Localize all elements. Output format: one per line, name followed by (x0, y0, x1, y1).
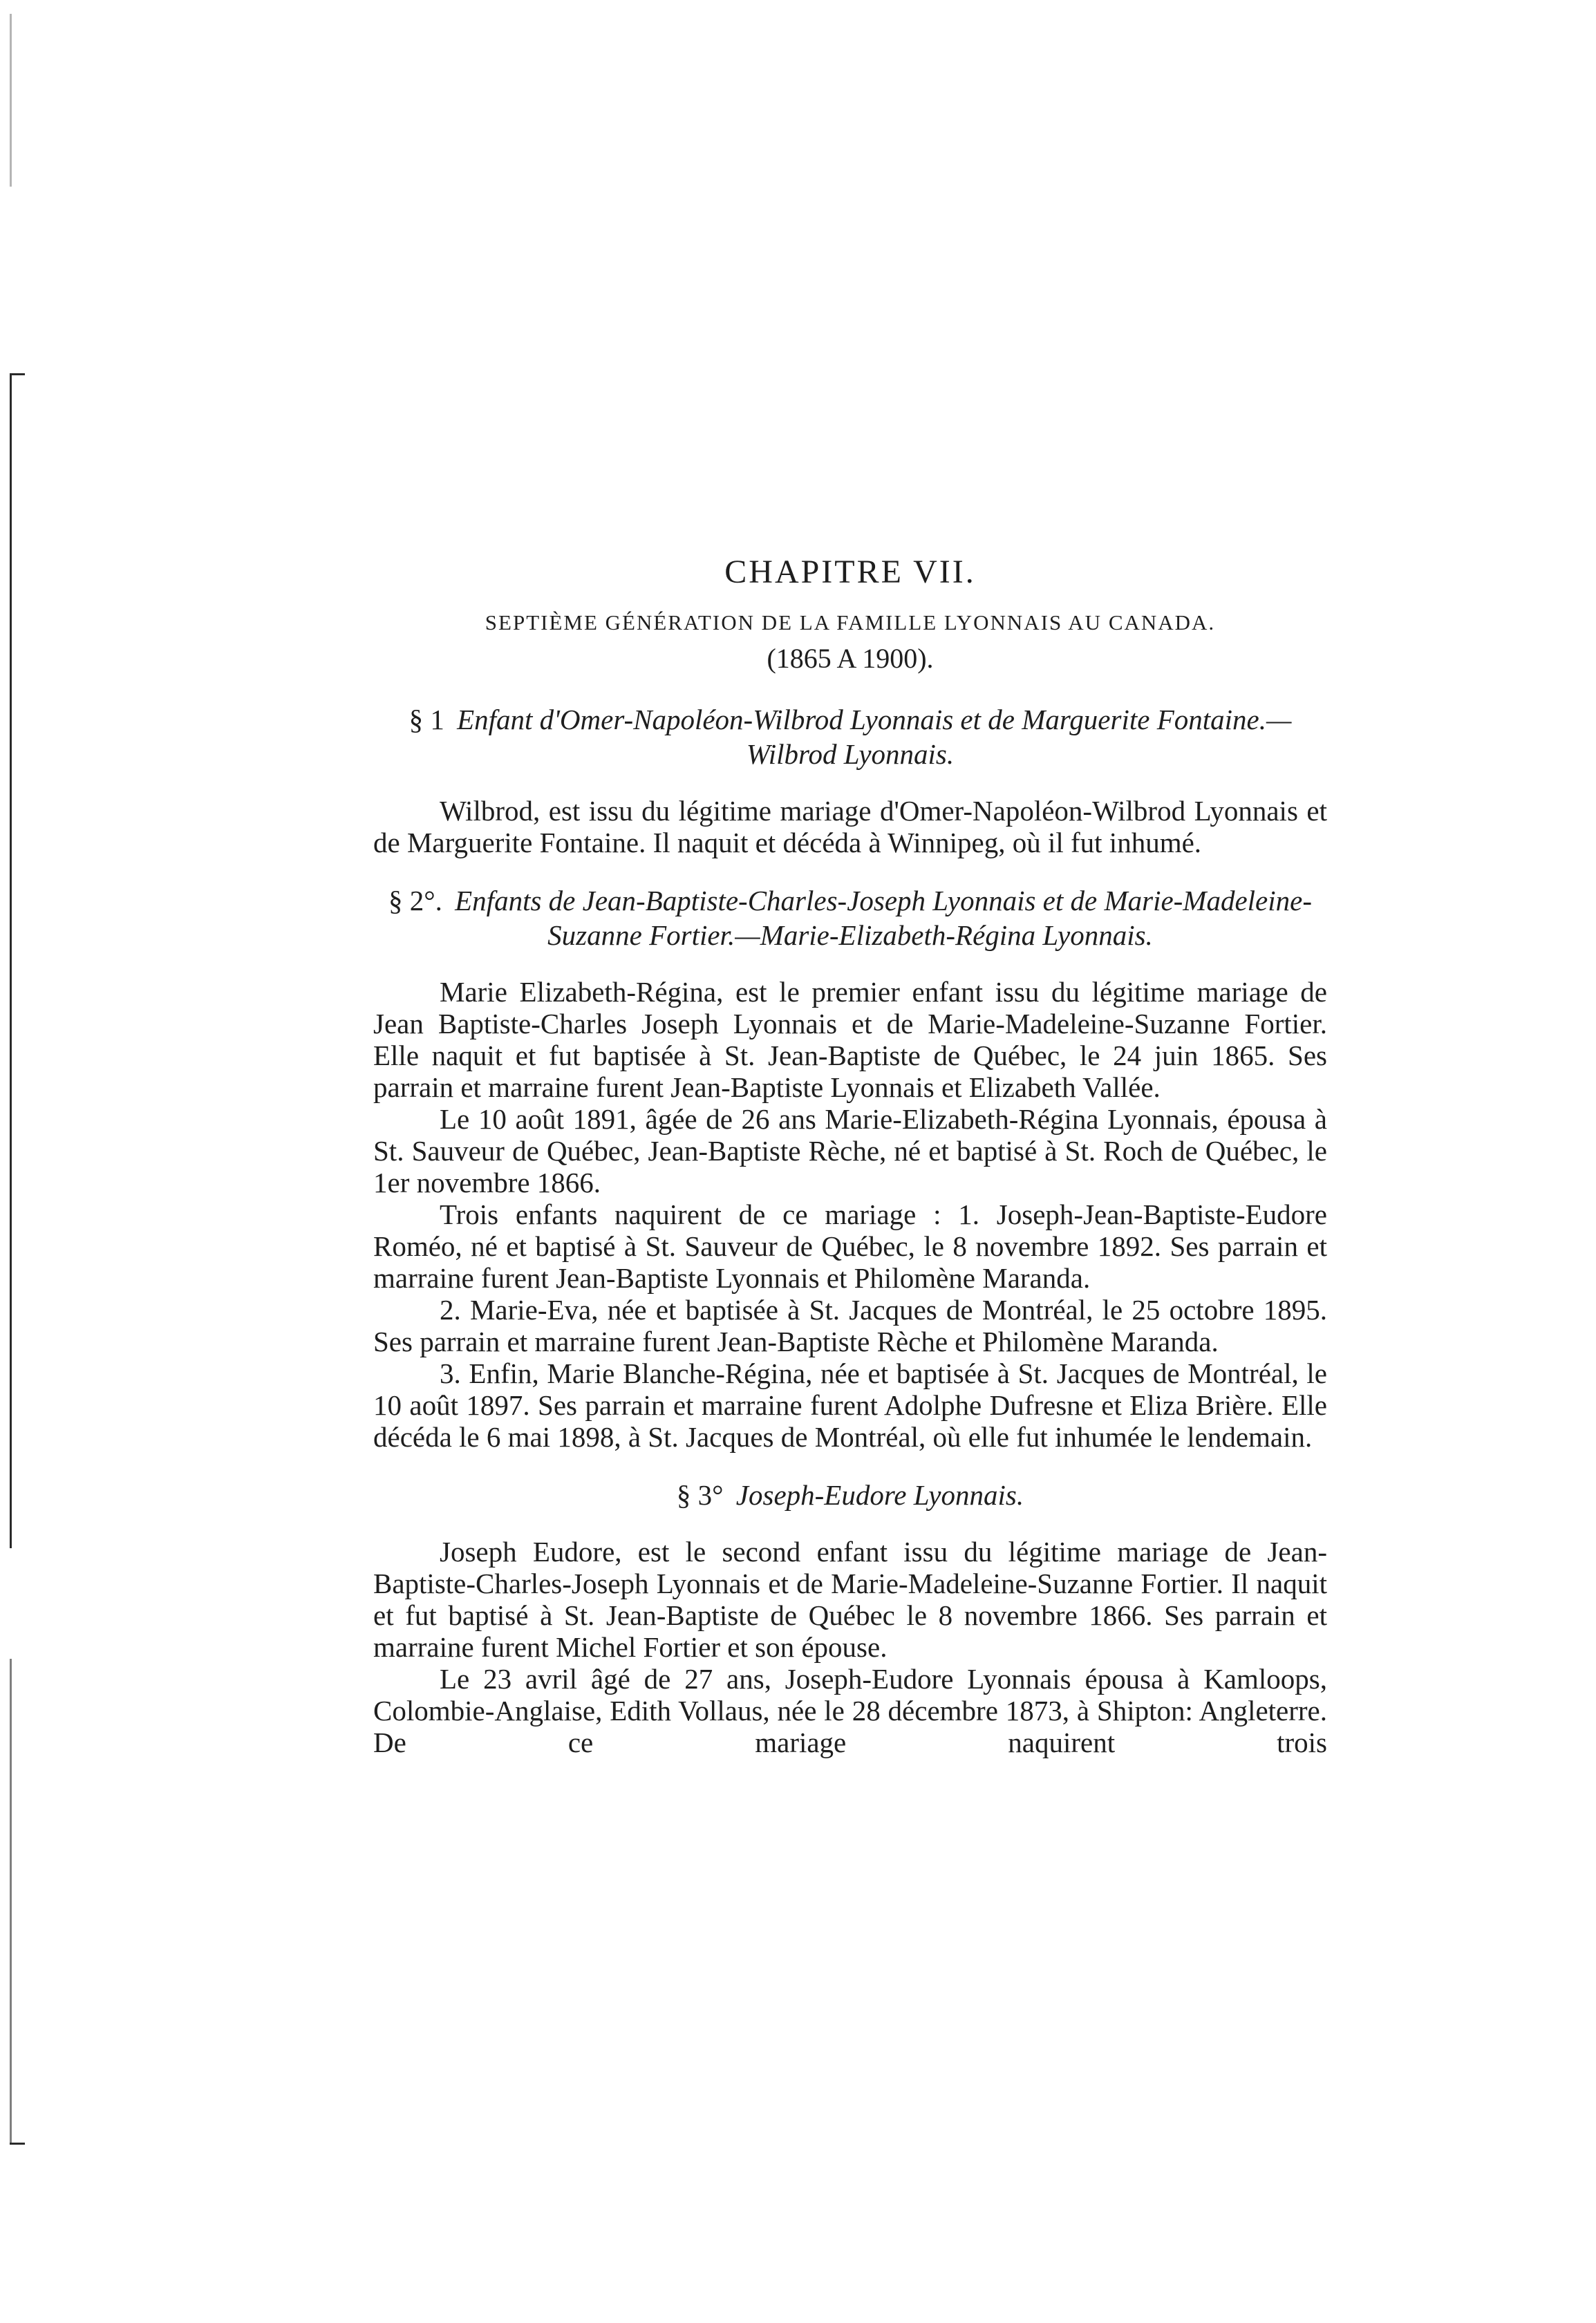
chapter-title: CHAPITRE VII. (724, 554, 976, 590)
scan-edge-tick (10, 373, 25, 375)
scan-edge-mark (10, 14, 12, 187)
paragraph: Le 10 août 1891, âgée de 26 ans Marie-Elizabeth-Régina Lyonnais, épousa à St. Sauveur de Québec, Jean-Baptiste Rèche, né et baptisé à St. Roch de Québec, le 1er novembre 1866. (373, 1103, 1327, 1198)
paragraph: Le 23 avril âgé de 27 ans, Joseph-Eudore Lyonnais épousa à Kamloops, Colombie-Anglaise, Edith Vollaus, née le 28 décembre 1873, à Shipton: Angleterre. De ce mariage naquirent trois (373, 1663, 1327, 1758)
paragraph: Trois enfants naquirent de ce mariage : 1. Joseph-Jean-Baptiste-Eudore Roméo, né et baptisé à St. Sauveur de Québec, le 8 novembre 1892. Ses parrain et marraine furent Jean-Baptiste Lyonnais et Philomène Maranda. (373, 1198, 1327, 1294)
section-heading (373, 702, 1327, 771)
scan-edge-mark (10, 373, 12, 1548)
book-page (373, 553, 1327, 1758)
section-mark: § 3° (676, 1479, 724, 1511)
paragraph: Joseph Eudore, est le second enfant issu du légitime mariage de Jean-Baptiste-Charles-Joseph Lyonnais et de Marie-Madeleine-Suzanne Fortier. Il naquit et fut baptisé à St. Jean-Baptiste de Québec le 8 novembre 1866. Ses parrain et marraine furent Michel Fortier et son épouse. (373, 1536, 1327, 1663)
section-mark: § 1 (409, 704, 444, 735)
paragraph: 3. Enfin, Marie Blanche-Régina, née et baptisée à St. Jacques de Montréal, le 10 août 1897. Ses parrain et marraine furent Adolphe Dufresne et Eliza Brière. Elle décéda le 6 mai 1898, à St. Jacques de Montréal, où elle fut inhumée le lendemain. (373, 1357, 1327, 1453)
section-title: Joseph-Eudore Lyonnais. (735, 1479, 1024, 1511)
section-mark: § 2°. (388, 885, 442, 916)
paragraph: Wilbrod, est issu du légitime mariage d'Omer-Napoléon-Wilbrod Lyonnais et de Marguerite Fontaine. Il naquit et décéda à Winnipeg, où il fut inhumé. (373, 795, 1327, 858)
chapter-dates: (1865 A 1900). (767, 643, 934, 674)
section-heading (373, 883, 1327, 952)
paragraph: 2. Marie-Eva, née et baptisée à St. Jacques de Montréal, le 25 octobre 1895. Ses parrain et marraine furent Jean-Baptiste Rèche et Philomène Maranda. (373, 1294, 1327, 1357)
scan-edge-mark (10, 1659, 12, 2143)
chapter-subtitle: SEPTIÈME GÉNÉRATION DE LA FAMILLE LYONNAIS AU CANADA. (485, 610, 1216, 634)
section-title: Enfant d'Omer-Napoléon-Wilbrod Lyonnais et de Marguerite Fontaine.—Wilbrod Lyonnais. (457, 704, 1292, 770)
paragraph: Marie Elizabeth-Régina, est le premier enfant issu du légitime mariage de Jean Baptiste-Charles Joseph Lyonnais et de Marie-Madeleine-Suzanne Fortier. Elle naquit et fut baptisée à St. Jean-Baptiste de Québec, le 24 juin 1865. Ses parrain et marraine furent Jean-Baptiste Lyonnais et Elizabeth Vallée. (373, 976, 1327, 1103)
section-heading (373, 1478, 1327, 1512)
section-title: Enfants de Jean-Baptiste-Charles-Joseph Lyonnais et de Marie-Madeleine-Suzanne Fortier.—Marie-Elizabeth-Régina Lyonnais. (455, 885, 1312, 951)
scan-edge-tick (10, 2143, 25, 2145)
